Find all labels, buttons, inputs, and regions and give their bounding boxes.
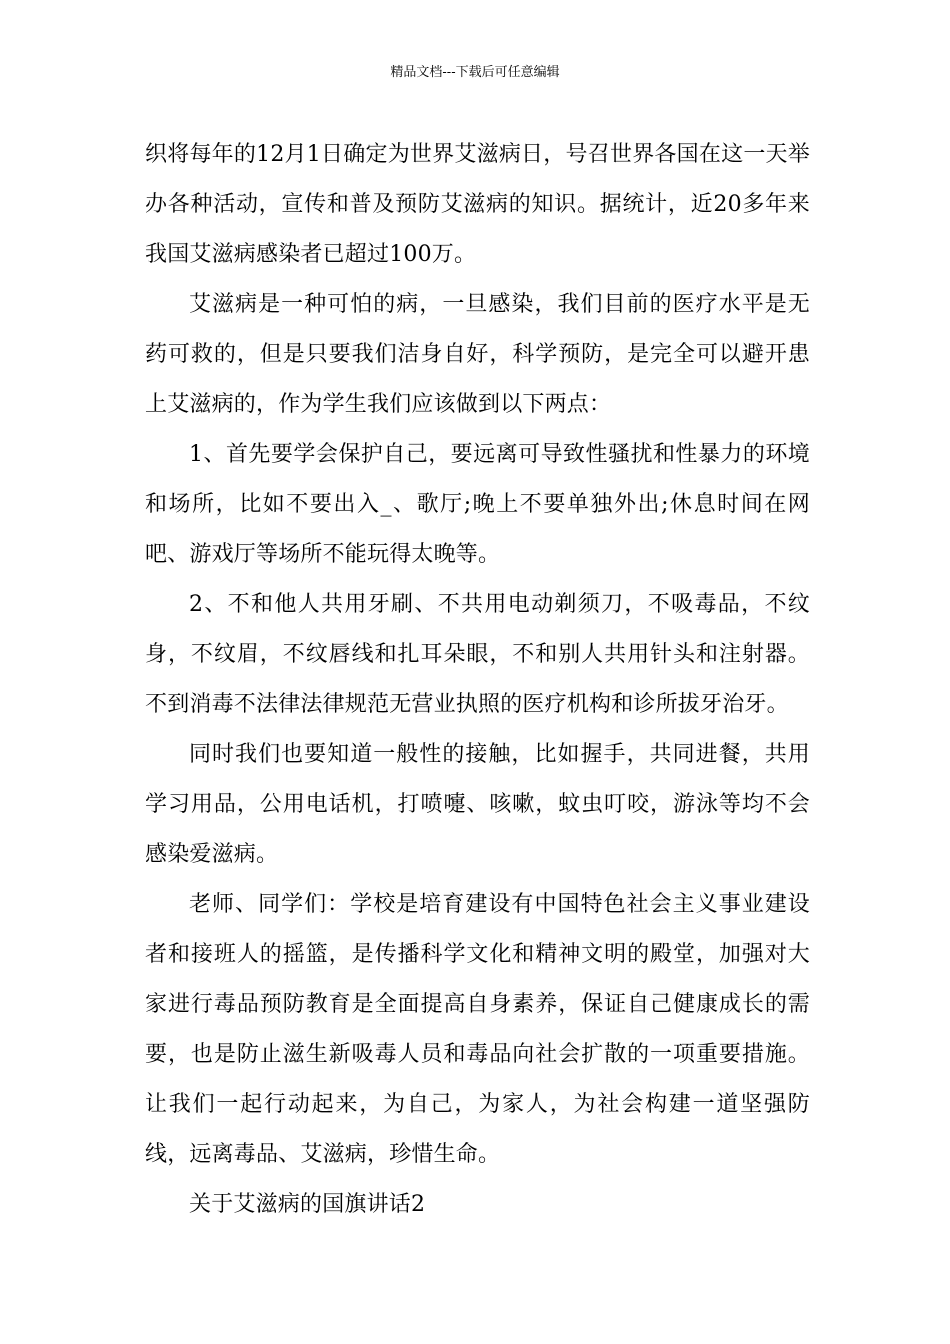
paragraph: 2、不和他人共用牙刷、不共用电动剃须刀，不吸毒品，不纹身，不纹眉，不纹唇线和扎耳朵眼，不和别人共用针头和注射器。不到消毒不法律法律规范无营业执照的医疗机构和诊所拔牙治牙。: [145, 592, 810, 717]
paragraph-continuation: 织将每年的12月1日确定为世界艾滋病日，号召世界各国在这一天举办各种活动，宣传和普及预防艾滋病的知识。据统计，近20多年来我国艾滋病感染者已超过100万。: [145, 142, 810, 267]
paragraph: 同时我们也要知道一般性的接触，比如握手，共同进餐，共用学习用品，公用电话机，打喷嚏、咳嗽，蚊虫叮咬，游泳等均不会感染爱滋病。: [145, 742, 810, 867]
paragraph: 艾滋病是一种可怕的病，一旦感染，我们目前的医疗水平是无药可救的，但是只要我们洁身自好，科学预防，是完全可以避开患上艾滋病的，作为学生我们应该做到以下两点：: [145, 292, 810, 417]
page-header: 精品文档---下载后可任意编辑: [390, 65, 560, 80]
section-heading: 关于艾滋病的国旗讲话2: [189, 1192, 426, 1217]
paragraph: 老师、同学们：学校是培育建设有中国特色社会主义事业建设者和接班人的摇篮，是传播科学文化和精神文明的殿堂，加强对大家进行毒品预防教育是全面提高自身素养，保证自己健康成长的需要，也是防止滋生新吸毒人员和毒品向社会扩散的一项重要措施。让我们一起行动起来，为自己，为家人，为社会构建一道坚强防线，远离毒品、艾滋病，珍惜生命。: [145, 892, 810, 1167]
document-body: [145, 130, 810, 1230]
paragraph: 1、首先要学会保护自己，要远离可导致性骚扰和性暴力的环境和场所，比如不要出入_、歌厅;晚上不要单独外出;休息时间在网吧、游戏厅等场所不能玩得太晚等。: [145, 442, 810, 567]
